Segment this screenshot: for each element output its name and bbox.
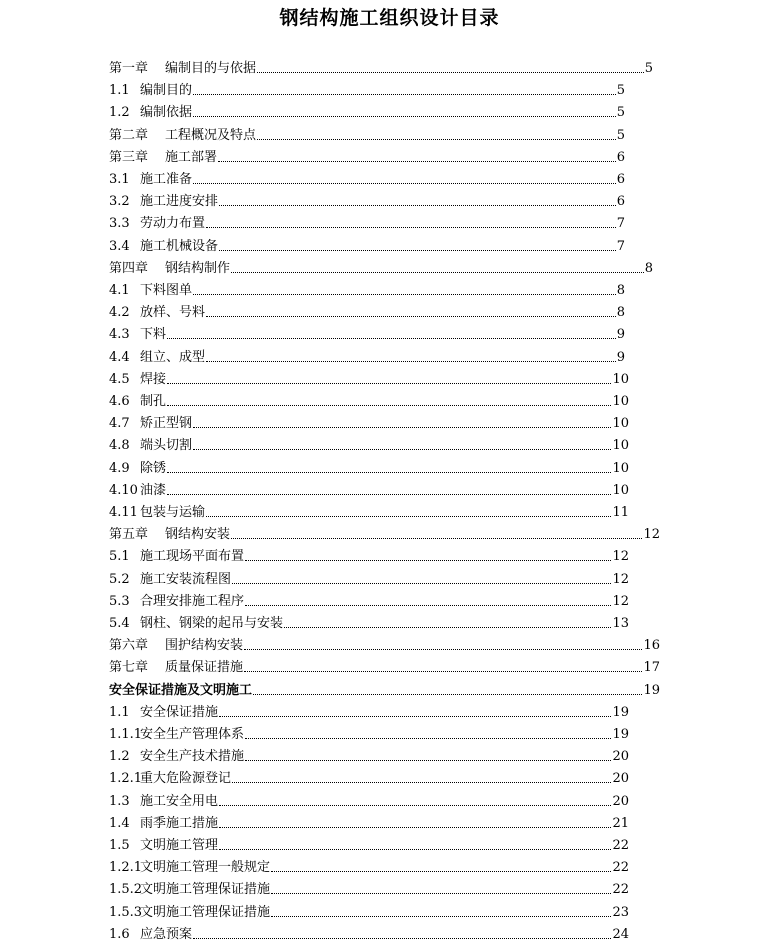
toc-entry-number: 1.1 bbox=[109, 83, 130, 99]
toc-entry-page-number: 5 bbox=[616, 83, 625, 99]
toc-entry-label bbox=[109, 194, 219, 209]
toc-entry-page-number: 22 bbox=[612, 860, 629, 876]
toc-entry-label bbox=[109, 416, 193, 431]
dot-leader bbox=[167, 493, 611, 495]
toc-entry-page-number: 10 bbox=[612, 482, 629, 498]
toc-entry-page-number: 7 bbox=[616, 238, 625, 254]
toc-entry-text: 工程概况及特点 bbox=[165, 127, 257, 143]
toc-entry-text: 施工机械设备 bbox=[140, 238, 219, 254]
dot-leader bbox=[167, 404, 611, 406]
dot-leader bbox=[167, 382, 611, 384]
toc-entry-page-number: 22 bbox=[612, 882, 629, 898]
toc-entry-text: 施工安装流程图 bbox=[140, 571, 232, 587]
toc-entry-text: 编制依据 bbox=[140, 105, 193, 121]
toc-entry-text: 施工进度安排 bbox=[140, 194, 219, 210]
dot-leader bbox=[244, 648, 642, 650]
toc-entry-label bbox=[109, 128, 257, 143]
toc-entry-label bbox=[109, 549, 245, 564]
toc-entry-page-number: 10 bbox=[612, 438, 629, 454]
toc-entry-text: 包装与运输 bbox=[140, 505, 206, 520]
toc-entry-page-number: 6 bbox=[616, 194, 625, 210]
toc-entry[interactable] bbox=[109, 256, 653, 276]
toc-entry-number: 1.2 bbox=[109, 105, 130, 121]
toc-entry-number: 5.3 bbox=[109, 593, 130, 609]
dot-leader bbox=[271, 915, 611, 917]
toc-entry-page-number: 19 bbox=[612, 704, 629, 720]
toc-entry[interactable] bbox=[109, 544, 629, 564]
dot-leader bbox=[193, 115, 616, 117]
dot-leader bbox=[219, 715, 611, 717]
toc-entry-page-number: 10 bbox=[612, 394, 629, 409]
toc-entry-label bbox=[109, 483, 167, 498]
toc-entry-number: 3.3 bbox=[109, 216, 130, 232]
toc-entry-label bbox=[109, 327, 167, 342]
toc-entry-label bbox=[109, 927, 193, 942]
toc-entry-number: 4.6 bbox=[109, 394, 130, 409]
dot-leader bbox=[271, 892, 611, 894]
toc-entry-label bbox=[109, 394, 167, 409]
toc-entry-label bbox=[109, 683, 253, 698]
toc-entry-number: 4.5 bbox=[109, 371, 130, 387]
toc-entry-number: 4.7 bbox=[109, 416, 130, 432]
dot-leader bbox=[193, 937, 611, 939]
toc-entry-page-number: 10 bbox=[612, 416, 629, 432]
dot-leader bbox=[271, 870, 611, 872]
dot-leader bbox=[167, 471, 611, 473]
toc-entry[interactable] bbox=[109, 322, 625, 342]
toc-entry[interactable] bbox=[109, 234, 625, 254]
toc-entry[interactable] bbox=[109, 722, 629, 742]
toc-entry[interactable] bbox=[109, 411, 629, 431]
toc-entry-page-number: 8 bbox=[616, 305, 625, 321]
toc-entry-text: 重大危险源登记 bbox=[140, 771, 232, 787]
toc-entry-label bbox=[109, 882, 271, 897]
toc-entry[interactable] bbox=[109, 567, 629, 587]
toc-entry-text: 放样、号料 bbox=[140, 305, 206, 321]
toc-entry-number: 1.2.1 bbox=[109, 771, 143, 787]
toc-entry-page-number: 6 bbox=[616, 149, 625, 165]
toc-entry[interactable] bbox=[109, 922, 629, 942]
document-title: 钢结构施工组织设计目录 bbox=[279, 7, 500, 29]
dot-leader bbox=[206, 226, 616, 228]
toc-entry-text: 端头切割 bbox=[140, 438, 193, 454]
toc-entry-label bbox=[109, 172, 193, 187]
toc-entry-text: 施工现场平面布置 bbox=[140, 549, 245, 565]
toc-entry-number: 1.1.1 bbox=[109, 727, 143, 742]
dot-leader bbox=[193, 182, 616, 184]
dot-leader bbox=[245, 604, 611, 606]
toc-entry-text: 制孔 bbox=[140, 394, 167, 409]
toc-entry[interactable] bbox=[109, 500, 629, 520]
toc-entry-number: 1.5.2 bbox=[109, 882, 143, 898]
dot-leader bbox=[219, 826, 611, 828]
toc-entry-text: 编制目的与依据 bbox=[165, 61, 257, 76]
toc-entry-text: 安全保证措施 bbox=[140, 704, 219, 720]
toc-entry[interactable] bbox=[109, 78, 625, 98]
toc-entry-page-number: 13 bbox=[612, 616, 629, 631]
toc-entry-number: 1.5.3 bbox=[109, 904, 143, 920]
toc-entry-text: 矫正型钢 bbox=[140, 416, 193, 432]
toc-entry-number: 3.4 bbox=[109, 238, 130, 254]
toc-entry-number: 4.1 bbox=[109, 283, 130, 298]
toc-entry-number: 4.10 bbox=[109, 482, 138, 498]
toc-entry-page-number: 16 bbox=[643, 638, 660, 654]
toc-entry-number: 3.2 bbox=[109, 194, 130, 210]
toc-entry-page-number: 12 bbox=[612, 593, 629, 609]
toc-entry-number: 3.1 bbox=[109, 172, 130, 187]
toc-entry[interactable] bbox=[109, 456, 629, 476]
toc-entry[interactable] bbox=[109, 56, 653, 76]
toc-entry[interactable] bbox=[109, 478, 629, 498]
toc-entry-page-number: 11 bbox=[612, 505, 629, 520]
toc-entry[interactable] bbox=[109, 433, 629, 453]
toc-entry-number: 4.4 bbox=[109, 349, 130, 365]
toc-entry-text: 文明施工管理一般规定 bbox=[140, 860, 271, 876]
toc-entry-label bbox=[109, 771, 232, 786]
toc-entry[interactable] bbox=[109, 833, 629, 853]
toc-entry[interactable] bbox=[109, 345, 625, 365]
toc-entry-number: 第五章 bbox=[109, 527, 149, 543]
dot-leader bbox=[218, 160, 616, 162]
toc-entry[interactable] bbox=[109, 855, 629, 875]
toc-entry-number: 1.5 bbox=[109, 838, 130, 853]
toc-entry-text: 安全生产技术措施 bbox=[140, 749, 245, 765]
toc-entry-label bbox=[109, 594, 245, 609]
toc-entry[interactable] bbox=[109, 278, 625, 298]
toc-entry[interactable] bbox=[109, 123, 625, 143]
toc-entry-label bbox=[109, 438, 193, 453]
toc-entry-label bbox=[109, 150, 218, 165]
toc-entry-text: 施工部署 bbox=[165, 149, 218, 165]
toc-entry[interactable] bbox=[109, 145, 625, 165]
toc-entry-page-number: 22 bbox=[612, 838, 629, 853]
toc-entry-label bbox=[109, 261, 231, 276]
toc-entry-text: 劳动力布置 bbox=[140, 216, 206, 232]
toc-entry-label bbox=[109, 816, 219, 831]
toc-entry-label bbox=[109, 749, 245, 764]
toc-entry-text: 文明施工管理保证措施 bbox=[140, 904, 271, 920]
toc-entry-page-number: 7 bbox=[616, 216, 625, 232]
toc-entry[interactable] bbox=[109, 167, 625, 187]
toc-entry-label bbox=[109, 305, 206, 320]
toc-entry-number: 1.2.1 bbox=[109, 860, 143, 876]
dot-leader bbox=[193, 293, 616, 295]
toc-entry-text: 围护结构安装 bbox=[165, 638, 244, 654]
toc-entry-number: 1.4 bbox=[109, 815, 130, 831]
dot-leader bbox=[167, 337, 616, 339]
toc-entry[interactable] bbox=[109, 300, 625, 320]
dot-leader bbox=[232, 582, 611, 584]
toc-entry-label bbox=[109, 372, 167, 387]
toc-entry-text: 油漆 bbox=[140, 482, 167, 498]
toc-entry-label bbox=[109, 727, 245, 742]
toc-entry-page-number: 10 bbox=[612, 371, 629, 387]
toc-entry[interactable] bbox=[109, 633, 660, 653]
toc-entry-label bbox=[109, 616, 284, 631]
toc-entry-label bbox=[109, 83, 193, 98]
toc-entry[interactable] bbox=[109, 389, 629, 409]
toc-entry-text: 雨季施工措施 bbox=[140, 815, 219, 831]
toc-entry-label bbox=[109, 905, 271, 920]
toc-entry-text: 下料图单 bbox=[140, 283, 193, 298]
toc-entry-page-number: 12 bbox=[612, 571, 629, 587]
toc-entry[interactable] bbox=[109, 811, 629, 831]
toc-entry-text: 应急预案 bbox=[140, 926, 193, 942]
toc-entry-number: 第二章 bbox=[109, 127, 149, 143]
toc-entry-label bbox=[109, 572, 232, 587]
toc-entry-text: 组立、成型 bbox=[140, 349, 206, 365]
toc-entry-label bbox=[109, 461, 167, 476]
toc-entry[interactable] bbox=[109, 655, 660, 675]
dot-leader bbox=[193, 448, 611, 450]
toc-entry-page-number: 23 bbox=[612, 904, 629, 920]
toc-entry-text: 质量保证措施 bbox=[165, 660, 244, 676]
toc-entry-number: 1.1 bbox=[109, 704, 130, 720]
dot-leader bbox=[206, 315, 616, 317]
toc-entry-text: 编制目的 bbox=[140, 83, 193, 99]
dot-leader bbox=[219, 204, 616, 206]
toc-entry[interactable] bbox=[109, 700, 629, 720]
toc-entry-page-number: 8 bbox=[644, 260, 653, 276]
toc-entry-text: 钢结构安装 bbox=[165, 527, 231, 543]
toc-entry-page-number: 6 bbox=[616, 172, 625, 187]
toc-entry-number: 5.4 bbox=[109, 616, 130, 631]
toc-entry-page-number: 24 bbox=[612, 926, 629, 942]
toc-entry-label bbox=[109, 660, 244, 675]
toc-entry-number: 第一章 bbox=[109, 61, 149, 76]
dot-leader bbox=[257, 71, 644, 73]
dot-leader bbox=[245, 737, 611, 739]
toc-entry-number: 第三章 bbox=[109, 149, 149, 165]
toc-entry-label bbox=[109, 61, 257, 76]
toc-entry-number: 4.3 bbox=[109, 327, 130, 343]
toc-entry-page-number: 20 bbox=[612, 793, 629, 809]
toc-entry-label bbox=[109, 283, 193, 298]
toc-entry[interactable] bbox=[109, 900, 629, 920]
dot-leader bbox=[193, 93, 616, 95]
toc-entry-page-number: 21 bbox=[612, 815, 629, 831]
toc-entry-text: 合理安排施工程序 bbox=[140, 593, 245, 609]
toc-entry-label bbox=[109, 239, 219, 254]
toc-entry-number: 5.2 bbox=[109, 571, 130, 587]
toc-entry-text: 文明施工管理保证措施 bbox=[140, 882, 271, 898]
toc-entry-number: 1.6 bbox=[109, 926, 130, 942]
toc-entry[interactable] bbox=[109, 211, 625, 231]
dot-leader bbox=[244, 670, 642, 672]
toc-entry-label bbox=[109, 350, 206, 365]
dot-leader bbox=[245, 559, 611, 561]
toc-entry-number: 5.1 bbox=[109, 549, 130, 565]
toc-entry-text: 安全生产管理体系 bbox=[140, 727, 245, 742]
dot-leader bbox=[253, 693, 642, 695]
toc-entry-text: 钢柱、钢梁的起吊与安装 bbox=[140, 616, 284, 631]
toc-entry-number: 第四章 bbox=[109, 260, 149, 276]
toc-entry-page-number: 5 bbox=[644, 61, 653, 76]
toc-entry-text: 钢结构制作 bbox=[165, 260, 231, 276]
dot-leader bbox=[193, 426, 611, 428]
toc-entry[interactable] bbox=[109, 766, 629, 786]
toc-entry-label bbox=[109, 838, 219, 853]
toc-entry-label bbox=[109, 794, 219, 809]
toc-entry[interactable] bbox=[109, 367, 629, 387]
toc-entry-label bbox=[109, 527, 231, 542]
toc-entry-page-number: 5 bbox=[616, 127, 625, 143]
toc-entry-page-number: 20 bbox=[612, 771, 629, 787]
toc-entry-page-number: 9 bbox=[616, 349, 625, 365]
toc-entry-label bbox=[109, 860, 271, 875]
toc-entry-text: 焊接 bbox=[140, 371, 167, 387]
toc-entry[interactable] bbox=[109, 678, 660, 698]
toc-entry-number: 4.9 bbox=[109, 460, 130, 476]
toc-entry[interactable] bbox=[109, 589, 629, 609]
dot-leader bbox=[245, 759, 611, 761]
toc-entry[interactable] bbox=[109, 522, 660, 542]
toc-entry-number: 4.2 bbox=[109, 305, 130, 321]
dot-leader bbox=[219, 249, 616, 251]
toc-entry-number: 1.2 bbox=[109, 749, 130, 765]
toc-entry-page-number: 12 bbox=[643, 527, 660, 543]
dot-leader bbox=[206, 515, 611, 517]
toc-entry-number: 1.3 bbox=[109, 793, 130, 809]
toc-entry-page-number: 19 bbox=[612, 727, 629, 742]
dot-leader bbox=[219, 804, 611, 806]
toc-entry-text: 施工准备 bbox=[140, 172, 193, 187]
toc-entry-number: 4.11 bbox=[109, 505, 138, 520]
toc-entry-text: 施工安全用电 bbox=[140, 793, 219, 809]
toc-entry[interactable] bbox=[109, 611, 629, 631]
toc-entry-page-number: 8 bbox=[616, 283, 625, 298]
dot-leader bbox=[231, 271, 644, 273]
dot-leader bbox=[219, 848, 611, 850]
toc-entry[interactable] bbox=[109, 744, 629, 764]
toc-entry-page-number: 20 bbox=[612, 749, 629, 765]
toc-entry-text: 下料 bbox=[140, 327, 167, 343]
toc-entry-page-number: 19 bbox=[643, 682, 660, 698]
toc-entry-number: 第六章 bbox=[109, 638, 149, 654]
dot-leader bbox=[284, 626, 611, 628]
toc-entry-label bbox=[109, 216, 206, 231]
toc-entry-label bbox=[109, 105, 193, 120]
toc-entry[interactable] bbox=[109, 877, 629, 897]
toc-entry-number: 第七章 bbox=[109, 660, 149, 676]
dot-leader bbox=[257, 138, 616, 140]
toc-entry-page-number: 5 bbox=[616, 105, 625, 121]
toc-entry[interactable] bbox=[109, 100, 625, 120]
toc-entry-number: 4.8 bbox=[109, 438, 130, 454]
dot-leader bbox=[231, 537, 642, 539]
toc-entry[interactable] bbox=[109, 789, 629, 809]
toc-entry-text: 安全保证措施及文明施工 bbox=[109, 682, 253, 698]
toc-entry-page-number: 17 bbox=[643, 660, 660, 676]
toc-entry-text: 除锈 bbox=[140, 460, 167, 476]
toc-entry-label bbox=[109, 505, 206, 520]
toc-entry-page-number: 10 bbox=[612, 460, 629, 476]
toc-entry[interactable] bbox=[109, 189, 625, 209]
dot-leader bbox=[206, 360, 616, 362]
toc-entry-label bbox=[109, 705, 219, 720]
dot-leader bbox=[232, 781, 611, 783]
toc-entry-page-number: 9 bbox=[616, 327, 625, 343]
toc-entry-text: 文明施工管理 bbox=[140, 838, 219, 853]
toc-entry-page-number: 12 bbox=[612, 549, 629, 565]
toc-entry-label bbox=[109, 638, 244, 653]
